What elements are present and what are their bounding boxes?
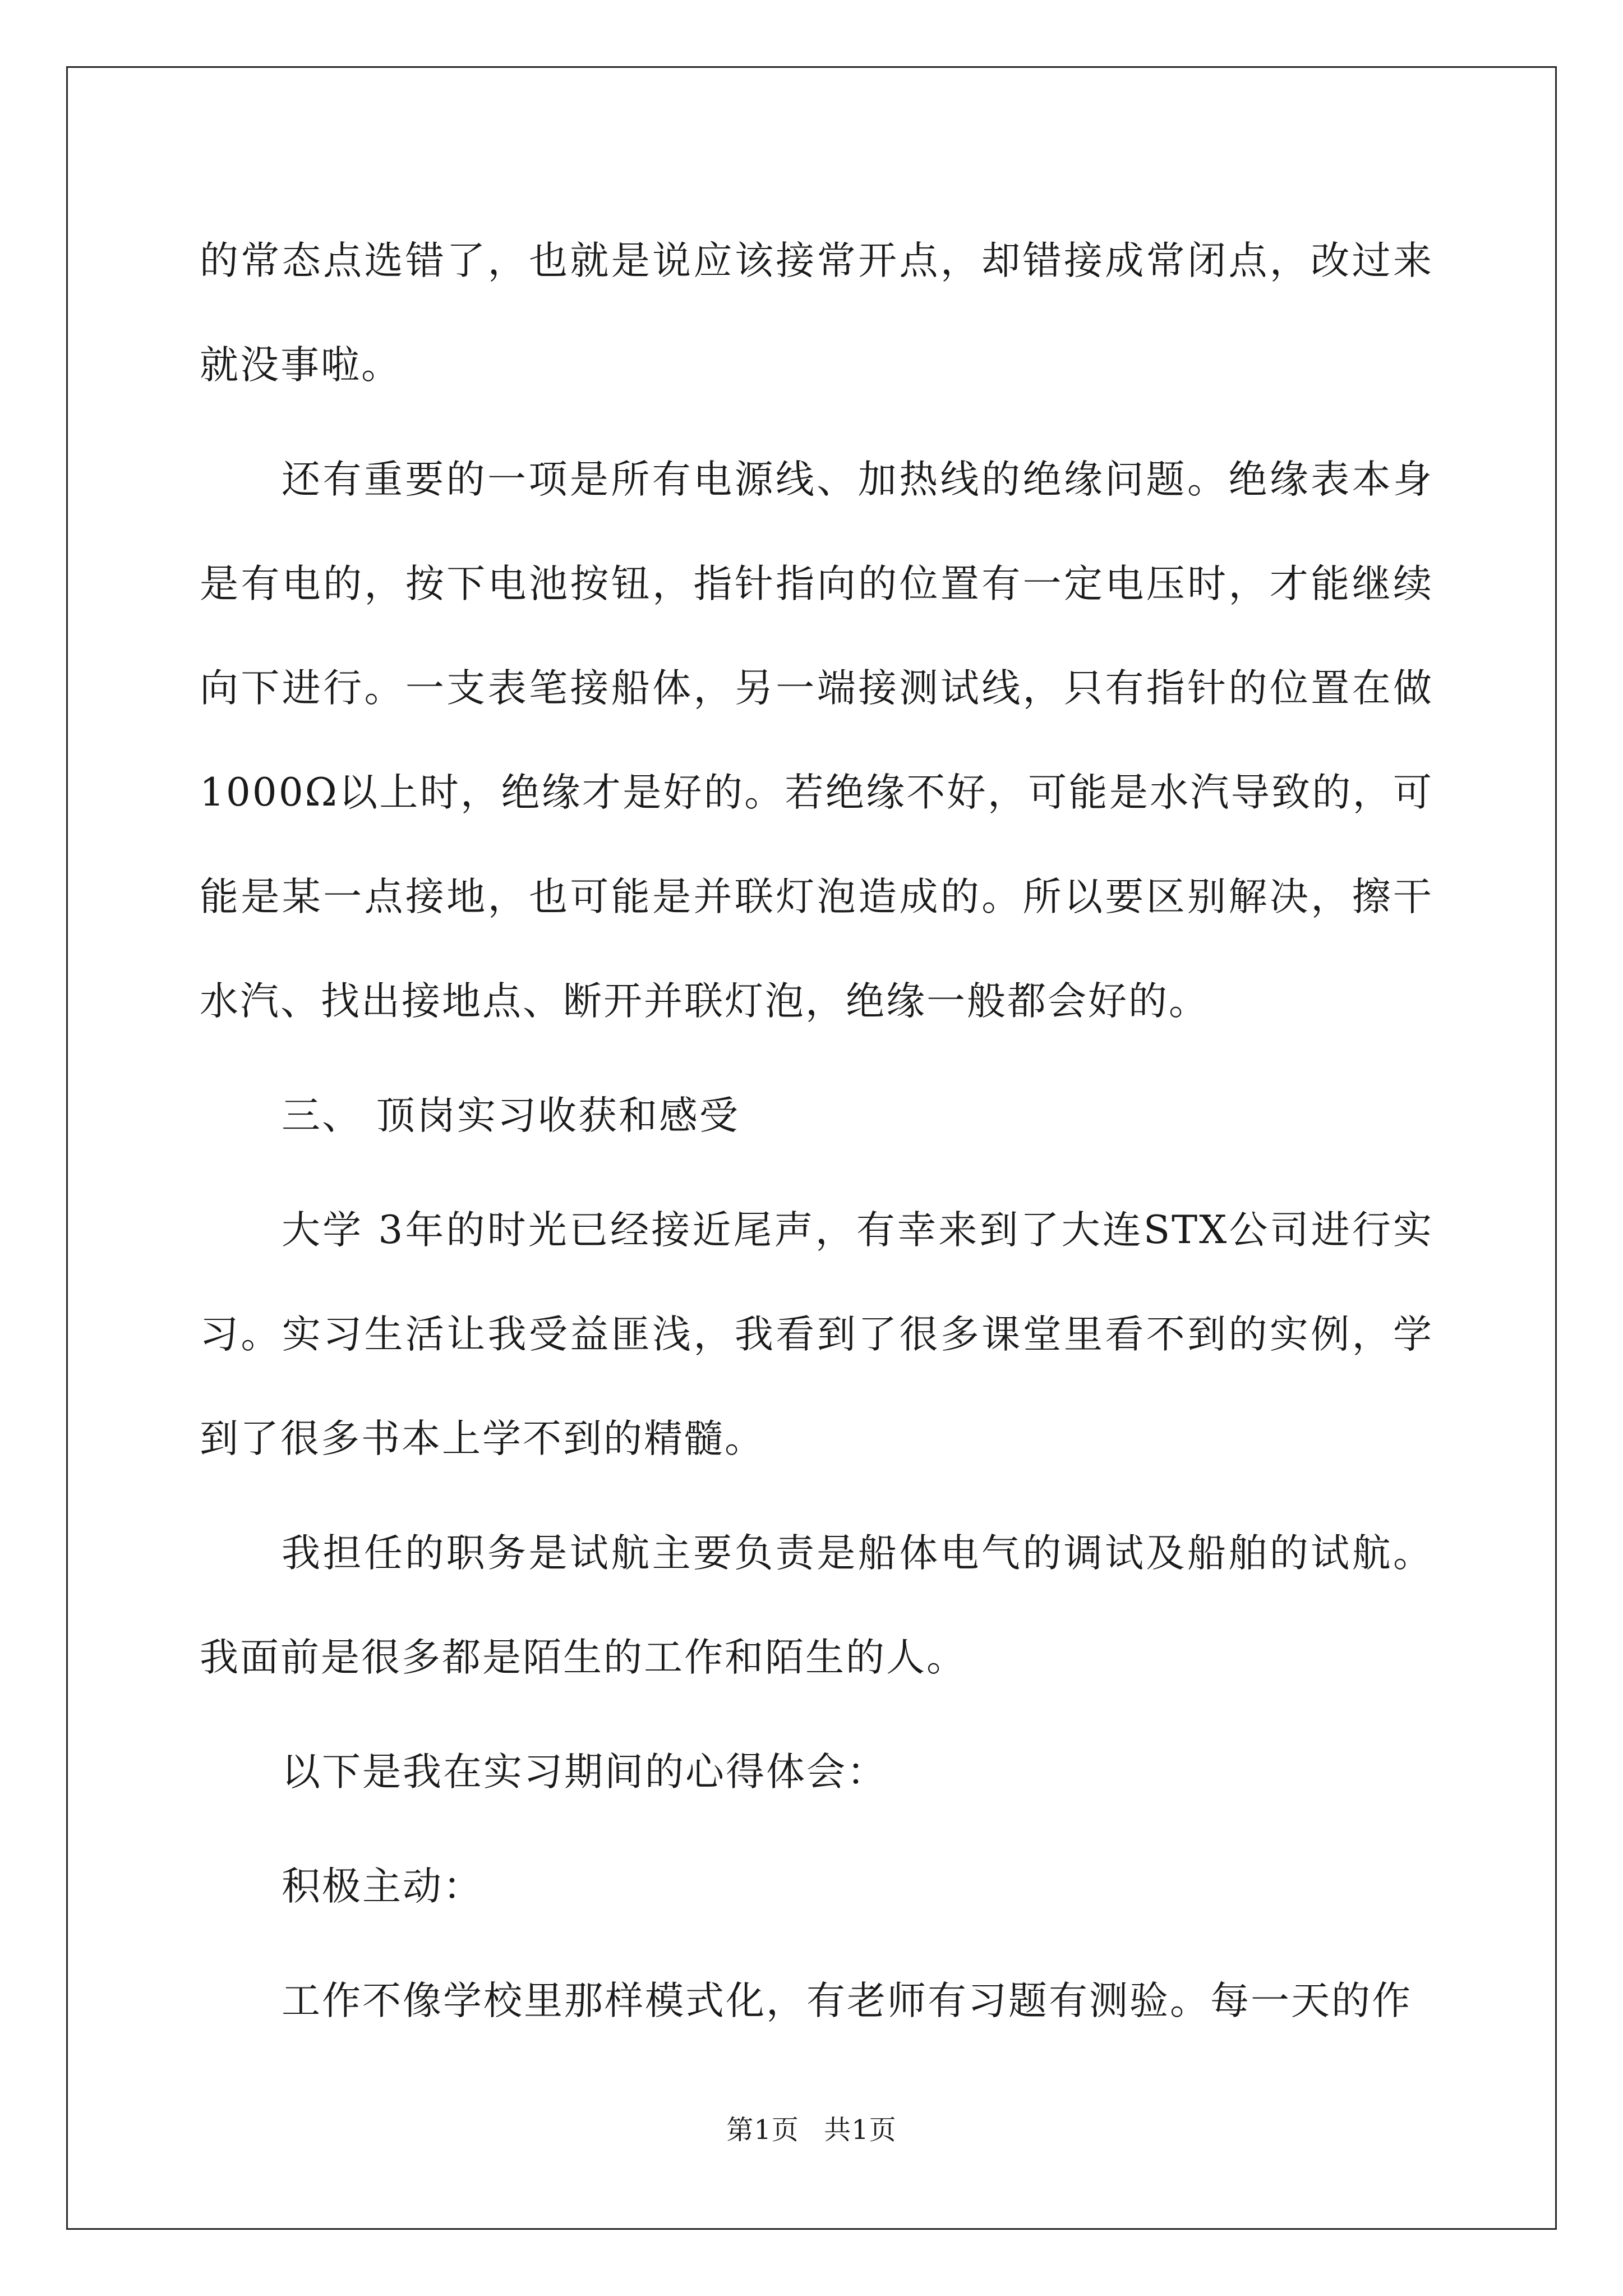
page-footer — [0, 2108, 1623, 2147]
paragraph-2: 还有重要的一项是所有电源线、加热线的绝缘问题。绝缘表本身是有电的，按下电池按钮，指针指向的位置有一定电压时，才能继续向下进行。一支表笔接船体，另一端接测试线，只有指针的位置在做1000Ω以上时，绝缘才是好的。若绝缘不好，可能是水汽导致的，可能是某一点接地，也可能是并联灯泡造成的。所以要区别解决，擦干水汽、找出接地点、断开并联灯泡，绝缘一般都会好的。 — [200, 457, 1433, 1024]
page-number-total: 共1页 — [824, 2114, 897, 2146]
section-heading: 三、 顶岗实习收获和感受 — [282, 1093, 740, 1138]
paragraph-1: 的常态点选错了，也就是说应该接常开点，却错接成常闭点，改过来就没事啦。 — [200, 238, 1433, 388]
page-number-current: 第1页 — [726, 2114, 799, 2146]
paragraph-6: 积极主动： — [282, 1864, 483, 1909]
paragraph-5: 以下是我在实习期间的心得体会： — [282, 1750, 887, 1795]
paragraph-3: 大学 3年的时光已经接近尾声，有幸来到了大连STX公司进行实习。实习生活让我受益匪浅，我看到了很多课堂里看不到的实例，学到了很多书本上学不到的精髓。 — [200, 1208, 1433, 1461]
paragraph-4: 我担任的职务是试航主要负责是船体电气的调试及船舶的试航。我面前是很多都是陌生的工作和陌生的人。 — [200, 1531, 1433, 1680]
document-body — [200, 209, 1433, 2053]
paragraph-7: 工作不像学校里那样模式化，有老师有习题有测验。每一天的作 — [282, 1978, 1412, 2023]
